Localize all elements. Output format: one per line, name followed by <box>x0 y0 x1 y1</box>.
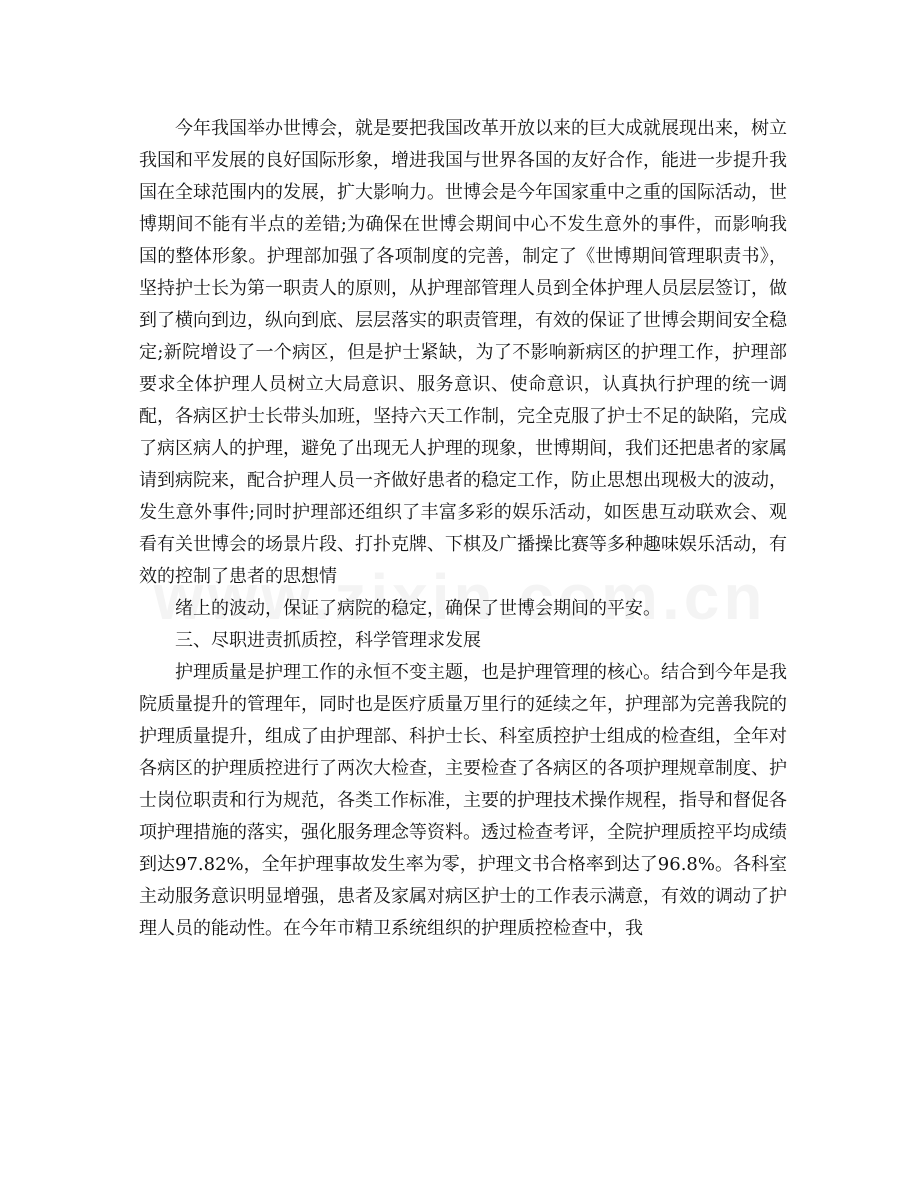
paragraph-world-expo: 今年我国举办世博会，就是要把我国改革开放以来的巨大成就展现出来，树立我国和平发展的良好国际形象，增进我国与世界各国的友好合作，能进一步提升我国在全球范围内的发展，扩大影响力。世博会是今年国家重中之重的国际活动，世博期间不能有半点的差错;为确保在世博会期间中心不发生意外的事件，而影响我国的整体形象。护理部加强了各项制度的完善，制定了《世博期间管理职责书》，坚持护士长为第一职责人的原则，从护理部管理人员到全体护理人员层层签订，做到了横向到边，纵向到底、层层落实的职责管理，有效的保证了世博会期间安全稳定;新院增设了一个病区，但是护士紧缺，为了不影响新病区的护理工作，护理部要求全体护理人员树立大局意识、服务意识、使命意识，认真执行护理的统一调配，各病区护士长带头加班，坚持六天工作制，完全克服了护士不足的缺陷，完成了病区病人的护理，避免了出现无人护理的现象，世博期间，我们还把患者的家属请到病院来，配合护理人员一齐做好患者的稳定工作，防止思想出现极大的波动，发生意外事件;同时护理部还组织了丰富多彩的娱乐活动，如医患互动联欢会、观看有关世博会的场景片段、打扑克牌、下棋及广播操比赛等多种趣味娱乐活动，有效的控制了患者的思想情 <box>139 118 787 587</box>
paragraph-quality: 护理质量是护理工作的永恒不变主题，也是护理管理的核心。结合到今年是我院质量提升的管理年，同时也是医疗质量万里行的延续之年，护理部为完善我院的护理质量提升，组成了由护理部、科护士长、科室质控护士组成的检查组，全年对各病区的护理质控进行了两次大检查，主要检查了各病区的各项护理规章制度、护士岗位职责和行为规范，各类工作标准，主要的护理技术操作规程，指导和督促各项护理措施的落实，强化服务理念等资料。透过检查考评，全院护理质控平均成绩到达97.82%，全年护理事故发生率为零，护理文书合格率到达了96.8%。各科室主动服务意识明显增强，患者及家属对病区护士的工作表示满意，有效的调动了护理人员的能动性。在今年市精卫系统组织的护理质控检查中，我 <box>139 662 787 939</box>
paragraph-continuation: 绪上的波动，保证了病院的稳定，确保了世博会期间的平安。 <box>175 598 661 619</box>
section-heading: 三、尽职进责抓质控，科学管理求发展 <box>175 630 481 651</box>
document-body <box>139 113 787 945</box>
